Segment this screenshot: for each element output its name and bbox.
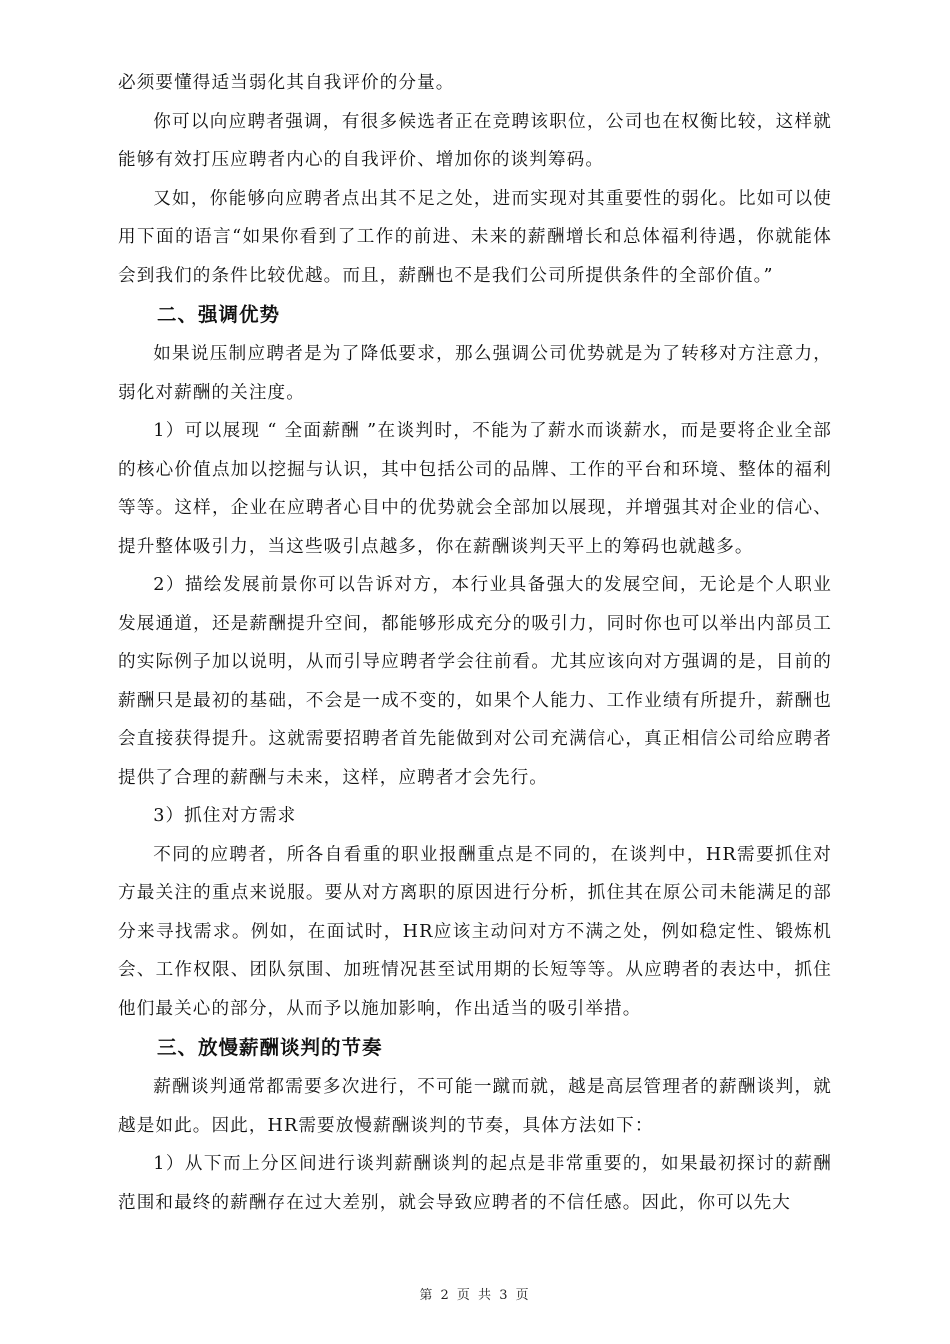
paragraph: 2）描绘发展前景你可以告诉对方，本行业具备强大的发展空间，无论是个人职业发展通道，还是薪酬提升空间，都能够形成充分的吸引力，同时你也可以举出内部员工的实际例子加以说明，从而引导应聘者学会往前看。尤其应该向对方强调的是，目前的薪酬只是最初的基础，不会是一成不变的，如果个人能力、工作业绩有所提升，薪酬也会直接获得提升。这就需要招聘者首先能做到对公司充满信心，真正相信公司给应聘者提供了合理的薪酬与未来，这样，应聘者才会先行。 [118, 575, 832, 788]
paragraph: 如果说压制应聘者是为了降低要求，那么强调公司优势就是为了转移对方注意力，弱化对薪酬的关注度。 [118, 344, 832, 403]
paragraph: 不同的应聘者，所各自看重的职业报酬重点是不同的，在谈判中，HR需要抓住对方最关注的重点来说服。要从对方离职的原因进行分析，抓住其在原公司未能满足的部分来寻找需求。例如，在面试时，HR应该主动问对方不满之处，例如稳定性、锻炼机会、工作权限、团队氛围、加班情况甚至试用期的长短等等。从应聘者的表达中，抓住他们最关心的部分，从而予以施加影响，作出适当的吸引举措。 [118, 844, 832, 1019]
paragraph: 3）抓住对方需求 [153, 806, 297, 826]
page-footer: 第 2 页 共 3 页 [419, 1288, 531, 1303]
paragraph: 又如，你能够向应聘者点出其不足之处，进而实现对其重要性的弱化。比如可以使用下面的语言“如果你看到了工作的前进、未来的薪酬增长和总体福利待遇，你就能体会到我们的条件比较优越。而且，薪酬也不是我们公司所提供条件的全部价值。” [118, 188, 832, 286]
paragraph: 1）可以展现 “ 全面薪酬 ”在谈判时，不能为了薪水而谈薪水，而是要将企业全部的核心价值点加以挖掘与认识，其中包括公司的品牌、工作的平台和环境、整体的福利等等。这样，企业在应聘者心目中的优势就会全部加以展现，并增强其对企业的信心、提升整体吸引力，当这些吸引点越多，你在薪酬谈判天平上的筹码也就越多。 [118, 421, 832, 557]
section-heading: 二、强调优势 [157, 303, 281, 326]
paragraph: 必须要懂得适当弱化其自我评价的分量。 [118, 73, 455, 93]
paragraph: 1）从下而上分区间进行谈判薪酬谈判的起点是非常重要的，如果最初探讨的薪酬范围和最终的薪酬存在过大差别，就会导致应聘者的不信任感。因此，你可以先大 [118, 1154, 832, 1213]
section-heading: 三、放慢薪酬谈判的节奏 [157, 1036, 383, 1059]
paragraph: 你可以向应聘者强调，有很多候选者正在竞聘该职位，公司也在权衡比较，这样就能够有效打压应聘者内心的自我评价、增加你的谈判筹码。 [118, 111, 832, 170]
paragraph: 薪酬谈判通常都需要多次进行，不可能一蹴而就，越是高层管理者的薪酬谈判，就越是如此。因此，HR需要放慢薪酬谈判的节奏，具体方法如下： [118, 1077, 832, 1136]
document-body [118, 64, 832, 1222]
